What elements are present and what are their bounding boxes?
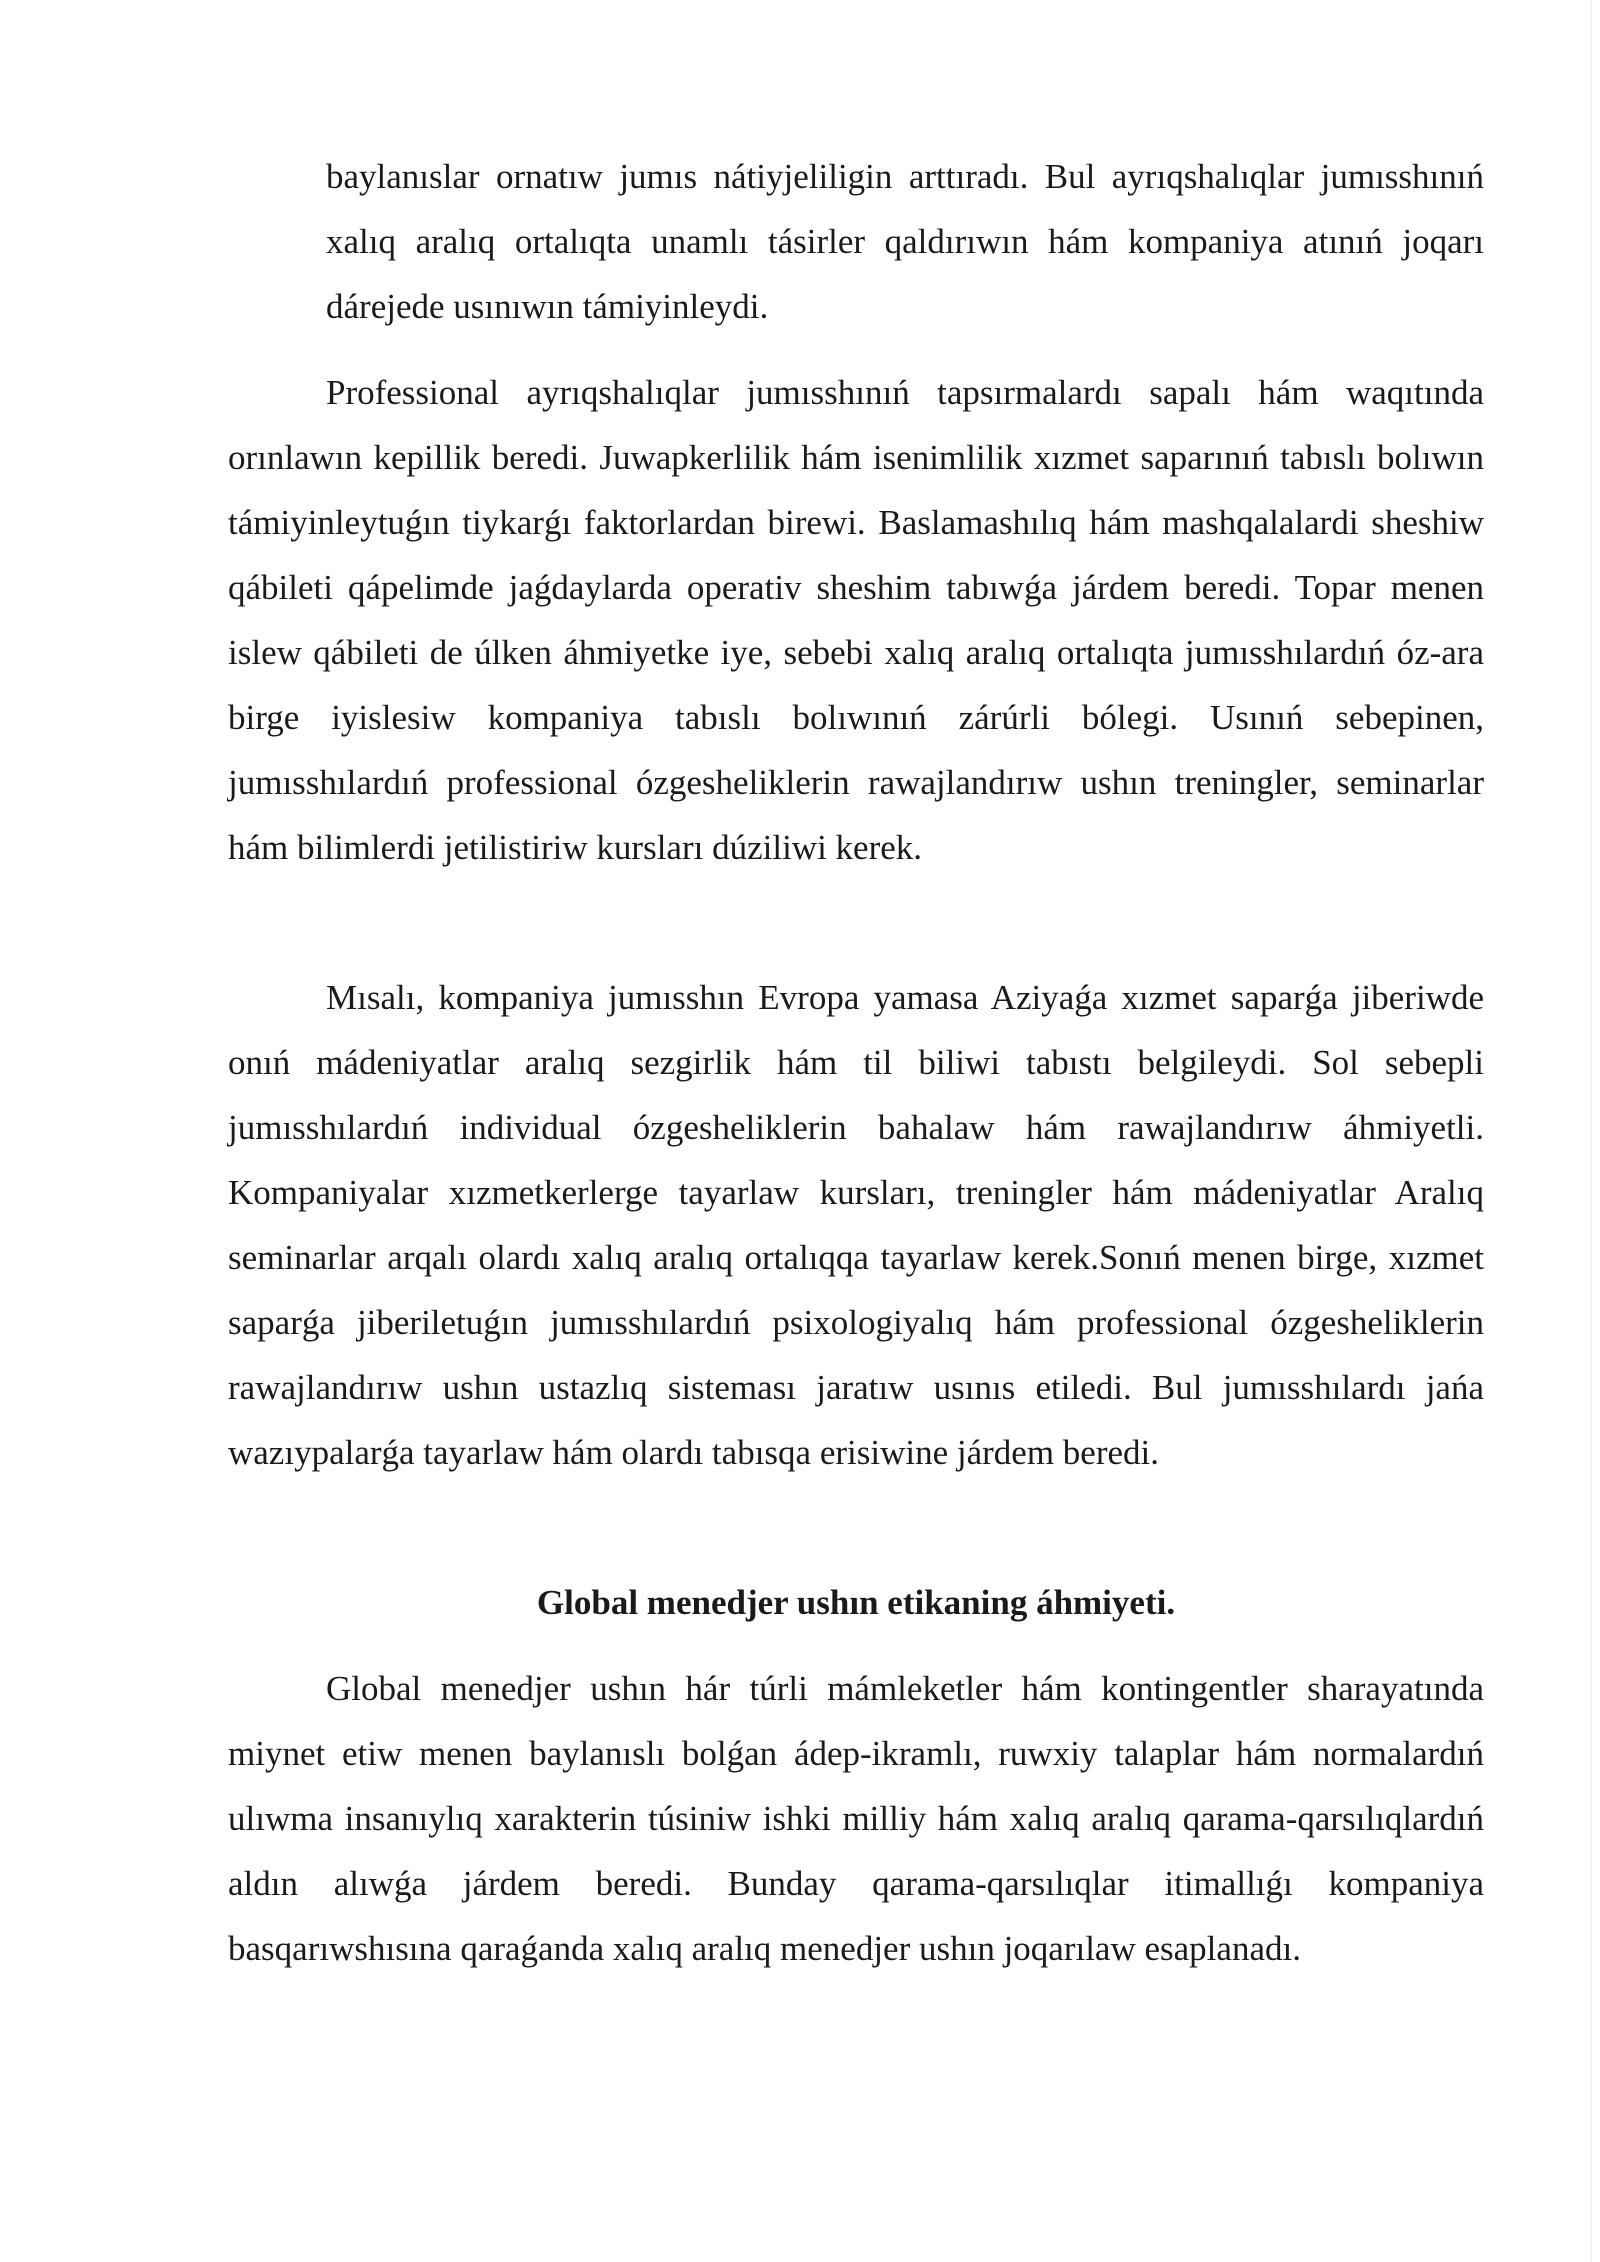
page-edge-line [1591,0,1592,2262]
section-heading: Global menedjer ushın etikaning áhmiyeti. [536,1583,1176,1622]
continuation-paragraph: baylanıslar ornatıw jumıs nátiyjeliligin arttıradı. Bul ayrıqshalıqlar jumısshınıń xalıq aralıq ortalıqta unamlı tásirler qaldırıwın hám kompaniya atınıń joqarı dárejede usınıwın támiyinleydi. [326,157,1484,326]
paragraph-example: Mısalı, kompaniya jumısshın Evropa yamasa Aziyaǵa xızmet saparǵa jiberiwde onıń mádeniyatlar aralıq sezgirlik hám til biliwi tabıstı belgileydi. Sol sebepli jumısshılardıń individual ózgesheliklerin bahalaw hám rawajlandırıw áhmiyetli. Kompaniyalar xızmetkerlerge tayarlaw kursları, treningler hám mádeniyatlar Aralıq seminarlar arqalı olardı xalıq aralıq ortalıqqa tayarlaw kerek.Sonıń menen birge, xızmet saparǵa jiberiletuǵın jumısshılardıń psixologiyalıq hám professional ózgesheliklerin rawajlandırıw ushın ustazlıq sisteması jaratıw usınıs etiledi. Bul jumısshılardı jańa wazıypalarǵa tayarlaw hám olardı tabısqa erisiwine járdem beredi. [228,978,1484,1472]
paragraph-professional-traits: Professional ayrıqshalıqlar jumısshınıń tapsırmalardı sapalı hám waqıtında orınlawın kepillik beredi. Juwapkerlilik hám isenimlilik xızmet saparınıń tabıslı bolıwın támiyinleytuǵın tiykarǵı faktorlardan birewi. Baslamashılıq hám mashqalalardi sheshiw qábileti qápelimde jaǵdaylarda operativ sheshim tabıwǵa járdem beredi. Topar menen islew qábileti de úlken áhmiyetke iye, sebebi xalıq aralıq ortalıqta jumısshılardıń óz-ara birge iyislesiw kompaniya tabıslı bolıwınıń zárúrli bólegi. Usınıń sebepinen, jumısshılardıń professional ózgesheliklerin rawajlandırıw ushın treningler, seminarlar hám bilimlerdi jetilistiriw kursları dúziliwi kerek. [228,373,1484,867]
paragraph-global-manager: Global menedjer ushın hár túrli mámleketler hám kontingentler sharayatında miynet etiw menen baylanıslı bolǵan ádep-ikramlı, ruwxiy talaplar hám normalardıń ulıwma insanıylıq xarakterin túsiniw ishki milliy hám xalıq aralıq qarama-qarsılıqlardıń aldın alıwǵa járdem beredi. Bunday qarama-qarsılıqlar itimallıǵı kompaniya basqarıwshısına qaraǵanda xalıq aralıq menedjer ushın joqarılaw esaplanadı. [228,1669,1484,1968]
